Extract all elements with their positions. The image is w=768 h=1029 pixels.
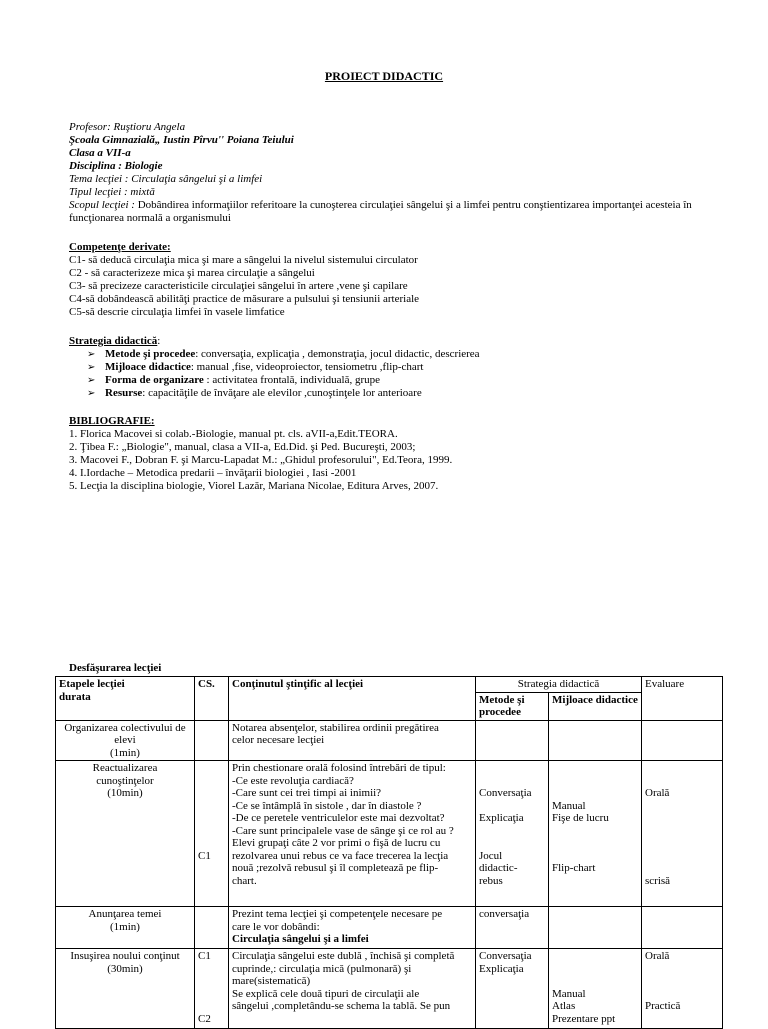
content-cell (229, 720, 476, 761)
topic-line: Tema lecţiei : Circulaţia sângelui şi a limfei (69, 173, 263, 185)
cell-line (552, 950, 638, 963)
means-cell (549, 720, 642, 761)
cell-line (645, 762, 719, 775)
stage-cell (56, 907, 195, 949)
cell-line: chart. (232, 874, 257, 887)
content-cell (229, 949, 476, 1029)
cell-line: Atlas (552, 1000, 576, 1012)
cell-line: Reactualizarea (92, 762, 158, 774)
arrow-bullet-icon: ➢ (87, 349, 96, 360)
cell-line (198, 800, 225, 813)
cs-cell (195, 761, 229, 907)
cell-line (198, 775, 225, 788)
bibliography-item: 3. Macovei F., Dobran F. şi Marcu-Lapadat M.: „Ghidul profesorului", Ed.Teora, 1999. (69, 454, 453, 466)
means-cell (549, 907, 642, 949)
evaluation-cell (642, 907, 723, 949)
strategy-list (69, 348, 729, 400)
cell-line (645, 862, 719, 875)
scope-text: Dobândirea informaţiilor referitoare la cunoşterea circulaţiei sângelui şi a limfei pentru conştientizarea importanţei acesteia în funcţionarea normală a organismului (69, 199, 692, 224)
cell-line (552, 975, 638, 988)
evaluation-cell (642, 949, 723, 1029)
cell-line: Organizarea colectivului de (64, 721, 186, 734)
cell-line: Conversaţia (479, 787, 532, 799)
competence-item: C1- să deducă circulaţia mica şi mare a sângelui la nivelul sistemului circulator (69, 254, 418, 266)
cell-line: -Ce este revoluţia cardiacă? (232, 774, 354, 787)
cell-line (645, 775, 719, 788)
cell-line: rezolvarea unui rebus ce va face trecerea la lecţia (232, 849, 449, 862)
cell-line: Notarea absenţelor, stabilirea ordinii pregătirea (232, 721, 439, 734)
content-cell (229, 907, 476, 949)
cell-line: nouă ;rezolvă rebusul şi îl completează pe flip- (232, 862, 439, 874)
cell-line: (1min) (110, 746, 140, 759)
teacher-line: Profesor: Ruştioru Angela (69, 121, 186, 133)
cell-line (552, 850, 638, 863)
cell-line: cuprinde,: circulaţia mică (pulmonară) şi (232, 962, 412, 975)
cell-line (198, 1000, 225, 1013)
cell-line: (10min) (107, 787, 143, 799)
school-line: Şcoala Gimnazială„ Iustin Pîrvu'' Poiana Teiului (69, 134, 294, 146)
cell-line: didactic- (479, 862, 518, 874)
cell-line: Flip-chart (552, 862, 596, 874)
strategy-item: ➢ Metode şi procedee: conversaţia, explicaţia , demonstraţia, jocul didactic, descrierea (87, 348, 480, 360)
cell-line: Anunţarea temei (88, 908, 162, 920)
bibliography-item: 1. Florica Macovei si colab.-Biologie, manual pt. cls. aVII-a,Edit.TEORA. (69, 428, 398, 440)
cs-cell (195, 907, 229, 949)
competence-item: C5-să descrie circulaţia limfei în vasele limfatice (69, 306, 285, 318)
bibliography-item: 4. I.Iordache – Metodica predarii – învăţarii biologiei , Iasi -2001 (69, 467, 357, 479)
cell-line: elevi (114, 734, 136, 746)
competence-item: C2 - să caracterizeze mica şi marea circulaţie a sângelui (69, 267, 315, 279)
cell-line: rebus (479, 874, 503, 887)
cell-line (198, 762, 225, 775)
methods-cell (476, 761, 549, 907)
cell-line: Prezentare ppt (552, 1012, 616, 1025)
cell-line (198, 825, 225, 838)
cs-cell (195, 949, 229, 1029)
bibliography-section (69, 415, 729, 493)
cell-line: Orală (645, 787, 670, 799)
cell-line (479, 762, 545, 775)
topic-title-line: Circulaţia sângelui şi a limfei (232, 933, 369, 945)
table-row (56, 907, 723, 949)
strategy-heading: Strategia didactică (69, 335, 158, 347)
strategy-item: ➢ Resurse: capacităţile de învăţare ale elevilor ,cunoştinţele lor anterioare (87, 387, 422, 399)
cell-line: C1 (198, 849, 211, 862)
cell-line (479, 825, 545, 838)
header-strategy: Strategia didactică (476, 677, 642, 693)
cell-line (479, 837, 545, 850)
strategy-item: ➢ Mijloace didactice: manual ,fise, videoproiector, tensiometru ,flip-chart (87, 361, 424, 373)
class-line: Clasa a VII-a (69, 147, 131, 159)
competence-item: C3- să precizeze caracteristicile circulaţiei sângelui în artere ,vene şi capilare (69, 280, 408, 292)
evaluation-cell (642, 720, 723, 761)
cell-line: Orală (645, 950, 670, 962)
cell-line (198, 963, 225, 976)
cell-line (552, 963, 638, 976)
discipline-line: Disciplina : Biologie (69, 160, 163, 172)
stage-cell (56, 949, 195, 1029)
cell-line (552, 775, 638, 788)
cell-line: Prin chestionare orală folosind întrebări de tipul: (232, 762, 446, 774)
content-cell (229, 761, 476, 907)
cell-line: Manual (552, 799, 586, 812)
cell-line (198, 787, 225, 800)
bibliography-item: 5. Lecţia la disciplina biologie, Viorel Lazăr, Mariana Nicolae, Editura Arves, 2007. (69, 480, 439, 492)
cell-line (645, 800, 719, 813)
lesson-plan-table (55, 676, 723, 1029)
cell-line: -Care sunt cei trei timpi ai inimii? (232, 787, 382, 799)
cell-line (645, 825, 719, 838)
cell-line: sângelui ,completându-se schema la tablă. Se pun (232, 1000, 451, 1012)
stage-cell (56, 720, 195, 761)
cell-line (198, 975, 225, 988)
header-methods: Metode şi procedee (476, 692, 549, 720)
cell-line: Se explică cele două tipuri de circulaţii ale (232, 987, 420, 1000)
cell-line: (30min) (107, 962, 143, 975)
cell-line (479, 775, 545, 788)
bibliography-heading: BIBLIOGRAFIE: (69, 415, 155, 427)
cell-line: conversaţia (479, 908, 530, 920)
cell-line: Jocul (479, 849, 503, 862)
cell-line: -De ce peretele ventriculelor este mai dezvoltat? (232, 812, 445, 824)
cell-line (645, 812, 719, 825)
cell-line (198, 812, 225, 825)
cell-line: -Ce se întâmplă în sistole , dar în diastole ? (232, 799, 422, 812)
competences-section (69, 241, 729, 319)
header-evaluation: Evaluare (642, 677, 723, 721)
cell-line: C2 (198, 1012, 211, 1025)
cell-line (552, 825, 638, 838)
arrow-bullet-icon: ➢ (87, 362, 96, 373)
cell-line (645, 975, 719, 988)
cell-line: C1 (198, 950, 211, 962)
table-row (56, 720, 723, 761)
cell-line: scrisă (645, 874, 671, 887)
cell-line: Circulaţia sângelui este dublă , închisă şi completă (232, 950, 455, 962)
arrow-bullet-icon: ➢ (87, 388, 96, 399)
cell-line: Explicaţia (479, 812, 524, 824)
cell-line: Manual (552, 987, 586, 1000)
lesson-scope (69, 199, 729, 225)
header-content: Conţinutul ştinţific al lecţiei (229, 677, 476, 721)
cell-line (552, 837, 638, 850)
stage-cell (56, 761, 195, 907)
cell-line: care le vor dobândi: (232, 920, 320, 933)
means-cell (549, 761, 642, 907)
methods-cell (476, 907, 549, 949)
cell-line (645, 988, 719, 1001)
cell-line: Practică (645, 1000, 681, 1012)
cell-line: mare(sistematică) (232, 975, 311, 987)
cell-line: -Care sunt principalele vase de sânge şi ce rol au ? (232, 824, 454, 837)
scope-label: Scopul lecţiei : (69, 199, 135, 211)
cell-line: celor necesare lecţiei (232, 734, 325, 746)
strategy-item: ➢ Forma de organizare : activitatea frontală, individuală, grupe (87, 374, 381, 386)
cell-line: Prezint tema lecţiei şi competenţele necesare pe (232, 908, 443, 920)
cs-cell (195, 720, 229, 761)
table-header-row (56, 677, 723, 693)
lesson-type-line: Tipul lecţiei : mixtă (69, 186, 155, 198)
cell-line (479, 800, 545, 813)
table-row (56, 761, 723, 907)
header-cs: CS. (195, 677, 229, 721)
header-stages: Etapele lecţiei durata (56, 677, 195, 721)
bibliography-item: 2. Ţibea F.: „Biologie", manual, clasa a VII-a, Ed.Did. şi Ped. Bucureşti, 2003; (69, 441, 416, 453)
cell-line: Fişe de lucru (552, 812, 609, 824)
methods-cell (476, 720, 549, 761)
strategy-heading-line: Strategia didactică: (69, 335, 161, 347)
cell-line: cunoştinţelor (96, 774, 154, 787)
evaluation-cell (642, 761, 723, 907)
competence-item: C4-să dobândească abilităţi practice de măsurare a pulsului şi tensiunii arteriale (69, 293, 420, 305)
cell-line: Elevi grupaţi câte 2 vor primi o fişă de lucru cu (232, 837, 441, 849)
means-cell (549, 949, 642, 1029)
strategy-section (69, 335, 729, 400)
cell-line (198, 837, 225, 850)
cell-line: Conversaţia (479, 950, 532, 962)
cell-line (198, 988, 225, 1001)
lesson-flow-heading: Desfăşurarea lecţiei (69, 662, 162, 674)
competences-heading: Competenţe derivate: (69, 241, 171, 253)
cell-line (645, 837, 719, 850)
lesson-header (69, 121, 729, 225)
cell-line: Explicaţia (479, 962, 524, 975)
cell-line (645, 963, 719, 976)
header-means: Mijloace didactice (549, 692, 642, 720)
arrow-bullet-icon: ➢ (87, 375, 96, 386)
cell-line (552, 762, 638, 775)
cell-line: (1min) (110, 920, 140, 933)
cell-line (552, 787, 638, 800)
cell-line (645, 850, 719, 863)
table-row (56, 949, 723, 1029)
cell-line: Insuşirea noului conţinut (70, 950, 180, 962)
methods-cell (476, 949, 549, 1029)
document-title: PROIECT DIDACTIC (324, 69, 444, 83)
